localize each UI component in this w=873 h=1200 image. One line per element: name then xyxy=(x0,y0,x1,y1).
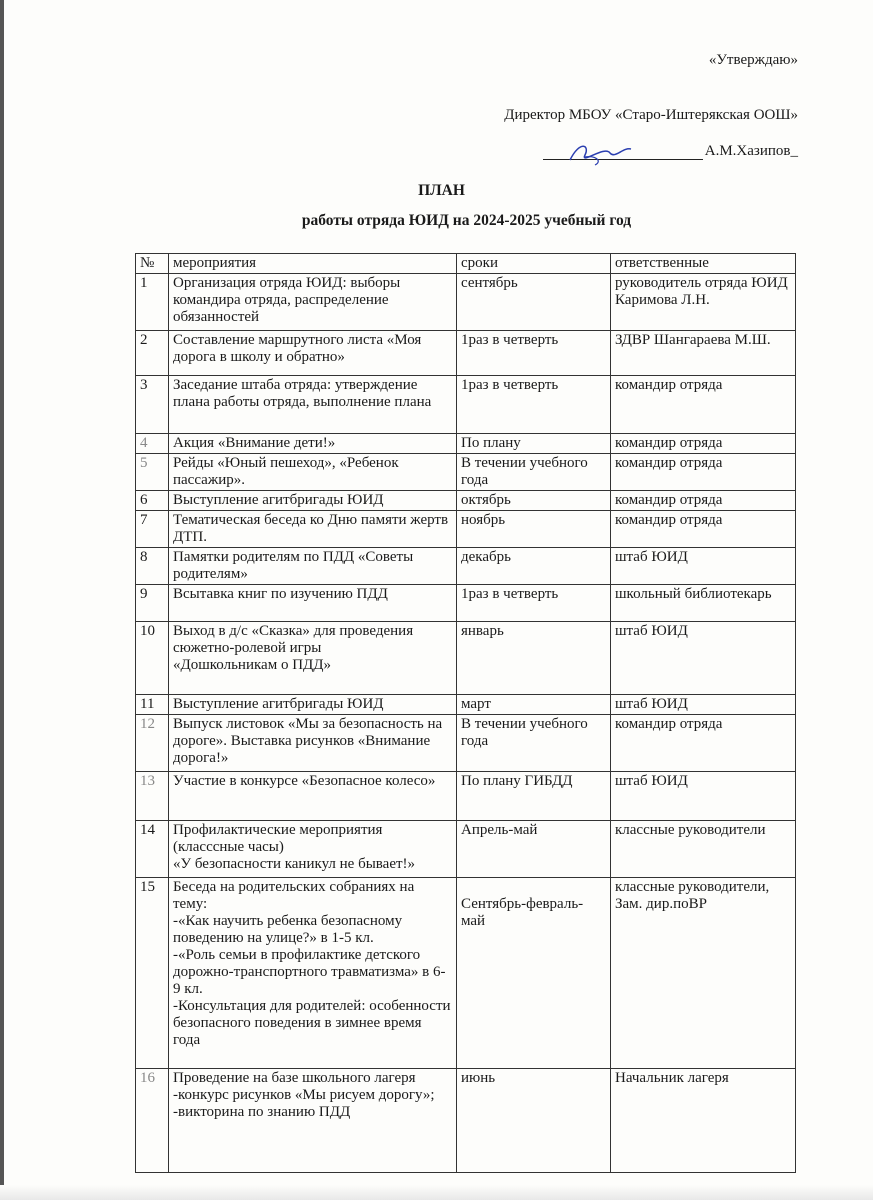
row-event: Выступление агитбригады ЮИД xyxy=(169,491,457,511)
row-responsible: Начальник лагеря xyxy=(611,1069,796,1173)
table-row xyxy=(136,376,796,434)
table-row xyxy=(136,331,796,376)
row-when: 1раз в четверть xyxy=(457,331,611,376)
row-event: Всытавка книг по изучению ПДД xyxy=(169,585,457,622)
scan-edge xyxy=(0,0,4,1200)
row-event: Составление маршрутного листа «Моя дорога в школу и обратно» xyxy=(169,331,457,376)
row-responsible: командир отряда xyxy=(611,511,796,548)
row-number: 8 xyxy=(136,548,169,585)
row-event: Выпуск листовок «Мы за безопасность на дороге». Выставка рисунков «Внимание дорога!» xyxy=(169,715,457,772)
table-header-row xyxy=(136,254,796,274)
row-when: сентябрь xyxy=(457,274,611,331)
row-event: Акция «Внимание дети!» xyxy=(169,434,457,454)
table-row xyxy=(136,585,796,622)
row-when: декабрь xyxy=(457,548,611,585)
signer-name: А.М.Хазипов_ xyxy=(704,143,798,159)
row-number: 5 xyxy=(136,454,169,491)
row-number: 12 xyxy=(136,715,169,772)
row-event: Профилактические мероприятия (класссные часы) «У безопасности каникул не бывает!» xyxy=(169,821,457,878)
row-responsible: штаб ЮИД xyxy=(611,622,796,695)
row-number: 13 xyxy=(136,772,169,821)
row-number: 16 xyxy=(136,1069,169,1173)
column-header-event: мероприятия xyxy=(169,254,457,274)
row-number: 3 xyxy=(136,376,169,434)
row-responsible: руководитель отряда ЮИД Каримова Л.Н. xyxy=(611,274,796,331)
row-number: 4 xyxy=(136,434,169,454)
row-when: Апрель-май xyxy=(457,821,611,878)
row-when: январь xyxy=(457,622,611,695)
row-responsible: классные руководители xyxy=(611,821,796,878)
approval-stamp-text: «Утверждаю» xyxy=(708,52,798,68)
handwritten-signature xyxy=(565,135,635,170)
director-line: Директор МБОУ «Старо-Иштерякская ООШ» xyxy=(504,107,798,123)
row-when: В течении учебного года xyxy=(457,454,611,491)
column-header-responsible: ответственные xyxy=(611,254,796,274)
row-when: В течении учебного года xyxy=(457,715,611,772)
plan-table xyxy=(135,253,796,1173)
row-responsible: штаб ЮИД xyxy=(611,772,796,821)
row-event: Проведение на базе школьного лагеря -конкурс рисунков «Мы рисуем дорогу»; -викторина по знанию ПДД xyxy=(169,1069,457,1173)
table-row xyxy=(136,715,796,772)
row-responsible: школьный библиотекарь xyxy=(611,585,796,622)
row-when: октябрь xyxy=(457,491,611,511)
table-row xyxy=(136,434,796,454)
row-event: Тематическая беседа ко Дню памяти жертв ДТП. xyxy=(169,511,457,548)
row-when: Сентябрь-февраль-май xyxy=(457,878,611,1069)
row-event: Организация отряда ЮИД: выборы командира отряда, распределение обязанностей xyxy=(169,274,457,331)
row-event: Заседание штаба отряда: утверждение плана работы отряда, выполнение плана xyxy=(169,376,457,434)
row-responsible: ЗДВР Шангараева М.Ш. xyxy=(611,331,796,376)
row-responsible: командир отряда xyxy=(611,715,796,772)
row-responsible: командир отряда xyxy=(611,491,796,511)
table-row xyxy=(136,548,796,585)
column-header-number: № xyxy=(136,254,169,274)
table-row xyxy=(136,821,796,878)
page-title: ПЛАН xyxy=(418,182,465,199)
table-row xyxy=(136,622,796,695)
row-event: Беседа на родительских собраниях на тему: -«Как научить ребенка безопасному поведению на улице?» в 1-5 кл. -«Роль семьи в профилактике детского дорожно-транспортного травматизма» в 6-9 кл. -Консультация для родителей: особенности безопасного поведения в зимнее время года xyxy=(169,878,457,1069)
row-responsible: командир отряда xyxy=(611,454,796,491)
row-event: Памятки родителям по ПДД «Советы родителям» xyxy=(169,548,457,585)
page-subtitle: работы отряда ЮИД на 2024-2025 учебный год xyxy=(301,212,632,229)
row-when: 1раз в четверть xyxy=(457,585,611,622)
table-row xyxy=(136,511,796,548)
row-number: 15 xyxy=(136,878,169,1069)
row-number: 7 xyxy=(136,511,169,548)
row-when: По плану ГИБДД xyxy=(457,772,611,821)
scan-bottom-shadow xyxy=(0,1185,873,1200)
table-row xyxy=(136,1069,796,1173)
table-row xyxy=(136,772,796,821)
row-when: ноябрь xyxy=(457,511,611,548)
row-number: 6 xyxy=(136,491,169,511)
table-row xyxy=(136,878,796,1069)
row-number: 10 xyxy=(136,622,169,695)
row-number: 14 xyxy=(136,821,169,878)
row-event: Участие в конкурсе «Безопасное колесо» xyxy=(169,772,457,821)
row-responsible: классные руководители, Зам. дир.поВР xyxy=(611,878,796,1069)
row-number: 9 xyxy=(136,585,169,622)
table-row xyxy=(136,491,796,511)
column-header-when: сроки xyxy=(457,254,611,274)
row-number: 11 xyxy=(136,695,169,715)
table-row xyxy=(136,695,796,715)
row-when: март xyxy=(457,695,611,715)
table-row xyxy=(136,274,796,331)
row-event: Выход в д/с «Сказка» для проведения сюжетно-ролевой игры «Дошкольникам о ПДД» xyxy=(169,622,457,695)
row-responsible: командир отряда xyxy=(611,376,796,434)
table-row xyxy=(136,454,796,491)
row-event: Рейды «Юный пешеход», «Ребенок пассажир». xyxy=(169,454,457,491)
row-responsible: штаб ЮИД xyxy=(611,548,796,585)
row-responsible: штаб ЮИД xyxy=(611,695,796,715)
row-number: 1 xyxy=(136,274,169,331)
row-number: 2 xyxy=(136,331,169,376)
row-when: июнь xyxy=(457,1069,611,1173)
row-event: Выступление агитбригады ЮИД xyxy=(169,695,457,715)
row-when: 1раз в четверть xyxy=(457,376,611,434)
row-responsible: командир отряда xyxy=(611,434,796,454)
row-when: По плану xyxy=(457,434,611,454)
